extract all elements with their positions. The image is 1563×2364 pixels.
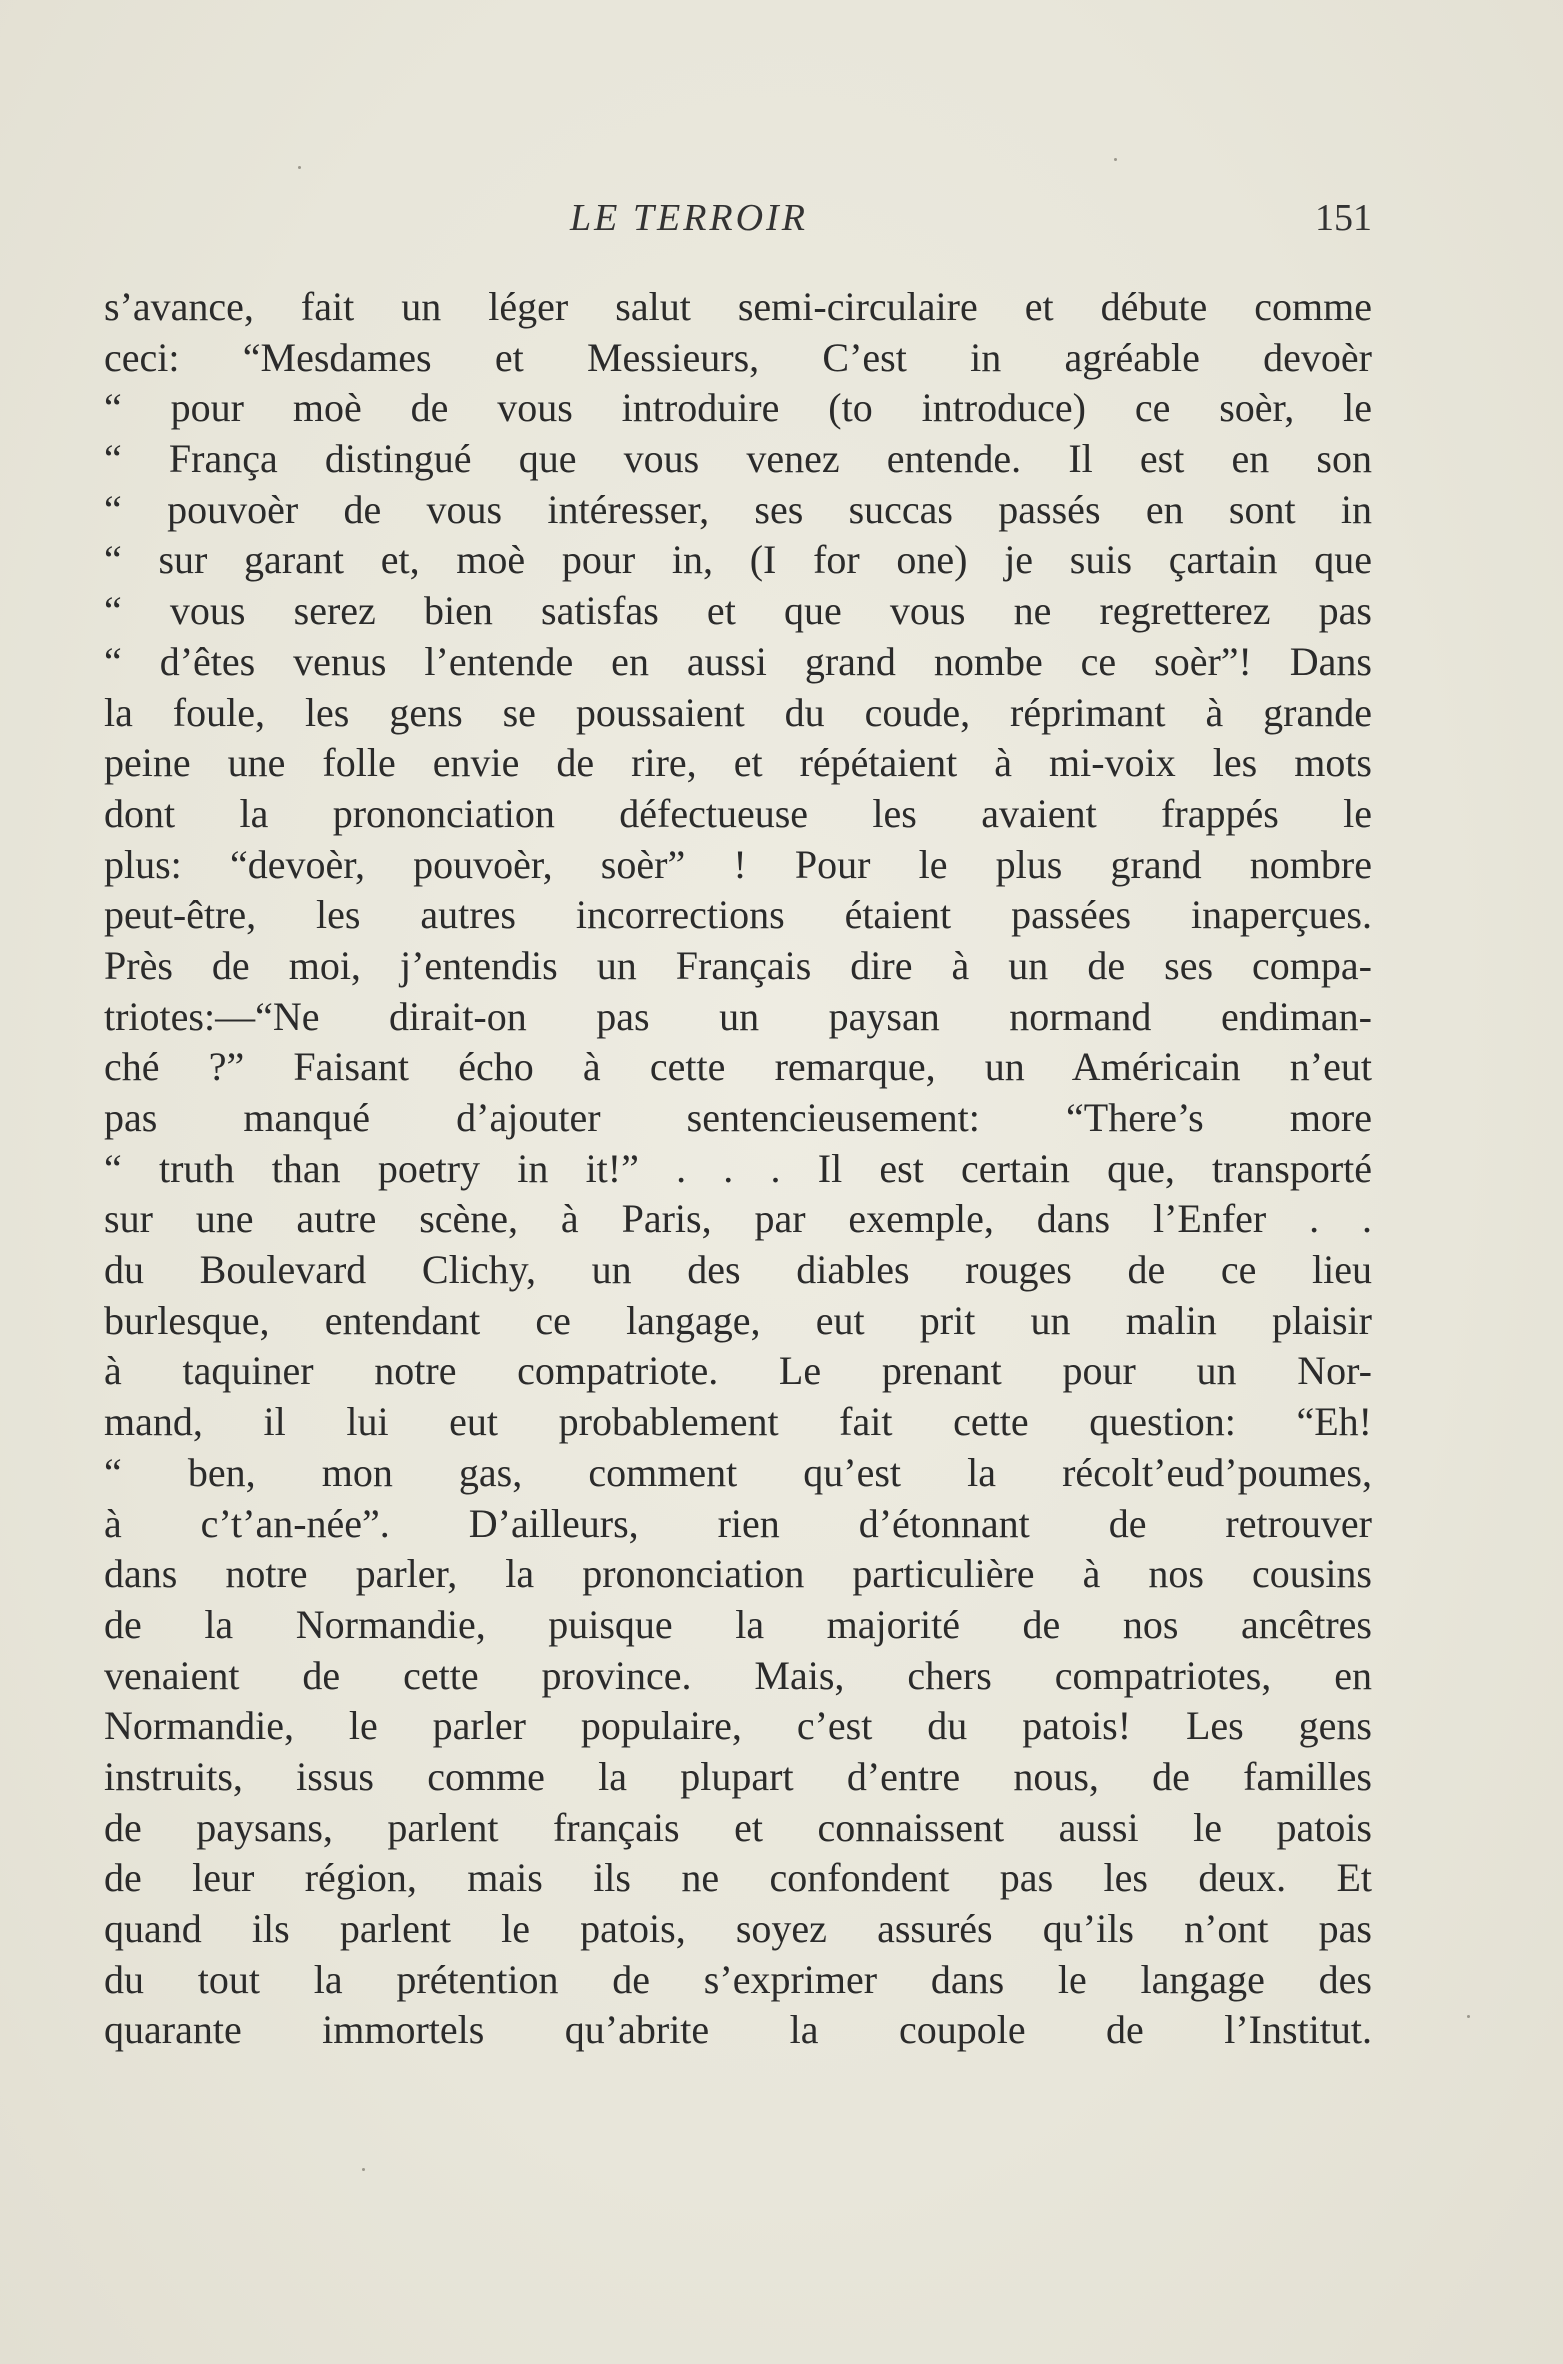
page-header <box>104 196 1372 246</box>
text-line: de paysans, parlent français et connaissent aussi le patois <box>104 1804 1372 1850</box>
text-line: venaient de cette province. Mais, chers compatriotes, en <box>104 1652 1372 1698</box>
body-paragraph <box>104 282 1372 2056</box>
text-line: du tout la prétention de s’exprimer dans le langage des <box>104 1956 1372 2002</box>
text-line: s’avance, fait un léger salut semi-circulaire et débute comme <box>104 284 1372 329</box>
text-line: dont la prononciation défectueuse les avaient frappés le <box>104 790 1372 836</box>
text-line: “ vous serez bien satisfas et que vous ne regretterez pas <box>104 588 1372 634</box>
text-line: quand ils parlent le patois, soyez assurés qu’ils n’ont pas <box>104 1906 1372 1951</box>
text-line: Normandie, le parler populaire, c’est du patois! Les gens <box>104 1703 1372 1749</box>
text-line: dans notre parler, la prononciation particulière à nos cousins <box>104 1551 1372 1597</box>
text-line: mand, il lui eut probablement fait cette question: “Eh! <box>104 1399 1372 1445</box>
text-line: “ França distingué que vous venez entende. Il est en son <box>104 436 1372 482</box>
text-line: ceci: “Mesdames et Messieurs, C’est in agréable devoèr <box>104 334 1372 380</box>
text-line: pas manqué d’ajouter sentencieusement: “There’s more <box>104 1095 1372 1140</box>
text-line: de la Normandie, puisque la majorité de nos ancêtres <box>104 1601 1372 1647</box>
text-line: plus: “devoèr, pouvoèr, soèr” ! Pour le plus grand nombre <box>104 841 1372 887</box>
text-line: triotes:—“Ne dirait-on pas un paysan normand endiman- <box>104 993 1372 1039</box>
text-line: “ ben, mon gas, comment qu’est la récolt’eud’poumes, <box>104 1449 1372 1495</box>
text-line: du Boulevard Clichy, un des diables rouges de ce lieu <box>104 1247 1372 1293</box>
text-line: instruits, issus comme la plupart d’entre nous, de familles <box>104 1753 1372 1799</box>
text-line: à taquiner notre compatriote. Le prenant pour un Nor- <box>104 1348 1372 1394</box>
text-line: “ pouvoèr de vous intéresser, ses succas passés en sont in <box>104 486 1372 532</box>
text-line: “ truth than poetry in it!” . . . Il est certain que, transporté <box>104 1145 1372 1191</box>
text-line: peine une folle envie de rire, et répétaient à mi-voix les mots <box>104 740 1372 786</box>
text-line: peut-être, les autres incorrections étaient passées inaperçues. <box>104 892 1372 938</box>
running-title: LE TERROIR <box>570 197 808 239</box>
paper-speck <box>1114 158 1117 161</box>
text-line: quarante immortels qu’abrite la coupole de l’Institut. <box>104 2007 1372 2053</box>
text-line: sur une autre scène, à Paris, par exemple, dans l’Enfer . . <box>104 1196 1372 1242</box>
page-number: 151 <box>1315 197 1372 239</box>
text-line: la foule, les gens se poussaient du coude, réprimant à grande <box>104 689 1372 735</box>
paper-speck <box>298 166 301 169</box>
text-line: de leur région, mais ils ne confondent pas les deux. Et <box>104 1855 1372 1901</box>
text-line: burlesque, entendant ce langage, eut prit un malin plaisir <box>104 1297 1372 1343</box>
text-line: à c’t’an-née”. D’ailleurs, rien d’étonnant de retrouver <box>104 1500 1372 1546</box>
paper-speck <box>362 2168 365 2171</box>
text-line: ché ?” Faisant écho à cette remarque, un Américain n’eut <box>104 1044 1372 1090</box>
text-line: Près de moi, j’entendis un Français dire à un de ses compa- <box>104 942 1372 988</box>
text-line: “ pour moè de vous introduire (to introduce) ce soèr, le <box>104 385 1372 431</box>
paper-speck <box>1467 2015 1470 2018</box>
text-line: “ sur garant et, moè pour in, (I for one) je suis çartain que <box>104 537 1372 583</box>
text-line: “ d’êtes venus l’entende en aussi grand nombe ce soèr”! Dans <box>104 638 1372 684</box>
